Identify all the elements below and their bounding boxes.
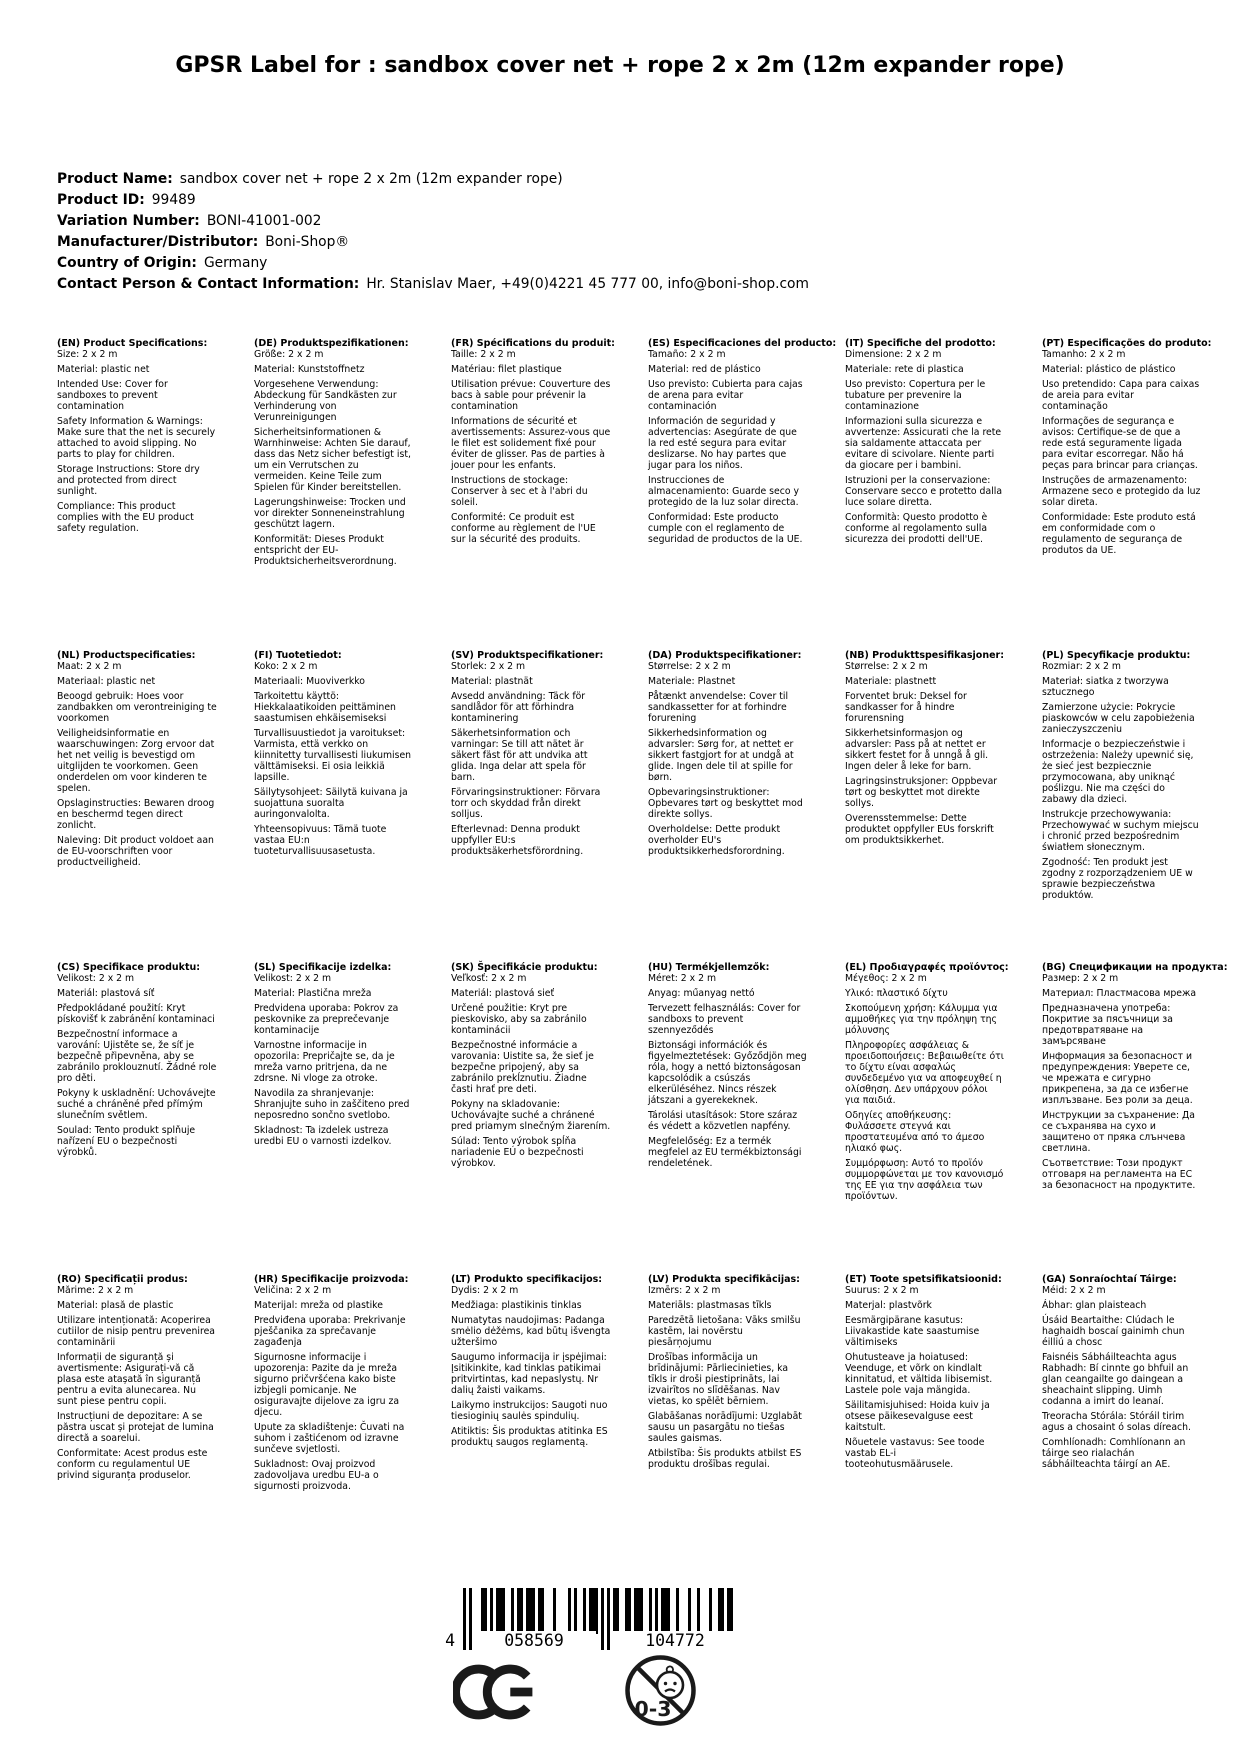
language-block-title: (SL) Specifikacije izdelka: [254, 962, 392, 973]
product-info-value: Boni-Shop® [265, 234, 350, 250]
spec-paragraph: Safety Information & Warnings: Make sure that the net is securely attached to avoid slipping. No parts to play for children. [57, 416, 216, 460]
language-spec-block [451, 962, 636, 1274]
spec-paragraph: Naleving: Dit product voldoet aan de EU-voorschriften voor productveiligheid. [57, 835, 214, 868]
language-spec-block [648, 338, 837, 650]
spec-paragraph: Sikkerhedsinformation og advarsler: Sørg for, at nettet er sikkert fastgjort for at undgå at glide. Ingen dele til at spille for børn. [648, 728, 794, 783]
language-spec-block [451, 1274, 636, 1586]
spec-paragraph: Dimensione: 2 x 2 m [845, 349, 942, 360]
spec-paragraph: Avsedd användning: Täck för sandlådor för att förhindra kontaminering [451, 691, 586, 724]
spec-paragraph: Informations de sécurité et avertissements: Assurez-vous que le filet est solidement fixé pour éviter de glisser. Pas de parties à jouer pour les enfants. [451, 416, 611, 471]
spec-paragraph: Rozmiar: 2 x 2 m [1042, 661, 1121, 672]
language-block-title: (EN) Product Specifications: [57, 338, 208, 349]
product-info-line [57, 190, 809, 211]
language-spec-block [1042, 338, 1227, 650]
spec-paragraph: Súlad: Tento výrobok spĺňa nariadenie EÚ o bezpečnosti výrobkov. [451, 1136, 584, 1169]
spec-paragraph: Vorgesehene Verwendung: Abdeckung für Sandkästen zur Verhinderung von Verunreinigungen [254, 379, 397, 423]
spec-paragraph: Méret: 2 x 2 m [648, 973, 717, 984]
spec-paragraph: Zamierzone użycie: Pokrycie piaskowców w celu zapobieżenia zanieczyszczeniu [1042, 702, 1195, 735]
language-blocks-grid [57, 338, 1227, 1586]
spec-paragraph: Určené použitie: Kryt pre pieskovisko, aby sa zabránilo kontaminácii [451, 1003, 587, 1036]
spec-paragraph: Varnostne informacije in opozorila: Prepričajte se, da je mreža varno pritrjena, da ne zdrsne. Ni vloge za otroke. [254, 1040, 395, 1084]
spec-paragraph: Conformidade: Este produto está em conformidade com o regulamento de segurança de produtos da UE. [1042, 512, 1196, 556]
spec-paragraph: Informații de siguranță și avertismente: Asigurați-vă că plasa este atașată în siguranță pentru a evita alunecarea. Nu sunt piese pentru copii. [57, 1352, 201, 1407]
spec-paragraph: Informacje o bezpieczeństwie i ostrzeżenia: Należy upewnić się, że sieć jest bezpiecznie przymocowana, aby uniknąć poślizgu. Nie ma części do zabawy dla dzieci. [1042, 739, 1194, 805]
spec-paragraph: Numatytas naudojimas: Padanga smėlio dėžėms, kad būtų išvengta užteršimo [451, 1315, 611, 1348]
language-spec-block [57, 338, 242, 650]
spec-paragraph: Sikkerhetsinformasjon og advarsler: Pass på at nettet er sikkert festet for å unngå å gli. Ingen deler å leke for barn. [845, 728, 989, 772]
spec-paragraph: Materiaal: plastic net [57, 676, 156, 687]
spec-paragraph: Tamaño: 2 x 2 m [648, 349, 726, 360]
spec-paragraph: Skladnost: Ta izdelek ustreza uredbi EU o varnosti izdelkov. [254, 1125, 392, 1147]
spec-paragraph: Lagringsinstruksjoner: Oppbevar tørt og beskyttet mot direkte sollys. [845, 776, 998, 809]
spec-paragraph: Nõuetele vastavus: See toode vastab EL-i tooteohutusmäärusele. [845, 1437, 985, 1470]
spec-paragraph: Størrelse: 2 x 2 m [845, 661, 928, 672]
spec-paragraph: Velikost: 2 x 2 m [57, 973, 135, 984]
spec-paragraph: Storlek: 2 x 2 m [451, 661, 526, 672]
spec-paragraph: Lagerungshinweise: Trocken und vor direkter Sonneneinstrahlung geschützt lagern. [254, 497, 406, 530]
product-info-label: Product ID: [57, 192, 145, 208]
spec-paragraph: Taille: 2 x 2 m [451, 349, 516, 360]
spec-paragraph: Soulad: Tento produkt splňuje nařízení EU o bezpečnosti výrobků. [57, 1125, 196, 1158]
spec-paragraph: Material: plasă de plastic [57, 1300, 174, 1311]
spec-paragraph: Instruções de armazenamento: Armazene seco e protegido da luz solar direta. [1042, 475, 1201, 508]
spec-paragraph: Conformitate: Acest produs este conform cu regulamentul UE privind siguranța produselor. [57, 1448, 208, 1481]
spec-paragraph: Pokyny na skladovanie: Uchovávajte suché a chránené pred priamym slnečným žiarením. [451, 1099, 611, 1132]
spec-paragraph: Tervezett felhasználás: Cover for sandboxs to prevent szennyeződés [648, 1003, 801, 1036]
spec-paragraph: Påtænkt anvendelse: Cover til sandkassetter for at forhindre forurening [648, 691, 789, 724]
spec-paragraph: Treoracha Stórála: Stóráil tirim agus a chosaint ó solas díreach. [1042, 1411, 1191, 1433]
product-info-label: Contact Person & Contact Information: [57, 276, 360, 292]
spec-paragraph: Informações de segurança e avisos: Certifique-se de que a rede está seguramente ligada para evitar escorregar. Não há peças para brincar para crianças. [1042, 416, 1198, 471]
spec-paragraph: Materiale: plastnett [845, 676, 937, 687]
language-block-title: (HR) Specifikacije proizvoda: [254, 1274, 409, 1285]
spec-paragraph: Biztonsági információk és figyelmeztetések: Győződjön meg róla, hogy a nettó biztonságosan kapcsolódik a csúszás elkerüléséhez. Nincs részek játszani a gyerekeknek. [648, 1040, 807, 1106]
spec-paragraph: Materiál: plastová sieť [451, 988, 555, 999]
product-info-value: 99489 [151, 192, 196, 208]
spec-paragraph: Größe: 2 x 2 m [254, 349, 324, 360]
product-info-line [57, 169, 809, 190]
language-block-title: (RO) Specificații produs: [57, 1274, 188, 1285]
language-spec-block [57, 650, 242, 962]
spec-paragraph: Tarkoitettu käyttö: Hiekkalaatikoiden peittäminen saastumisen ehkäisemiseksi [254, 691, 396, 724]
spec-paragraph: Paredzētā lietošana: Vāks smilšu kastēm, lai novērstu piesārņojumu [648, 1315, 801, 1348]
spec-paragraph: Izmērs: 2 x 2 m [648, 1285, 721, 1296]
spec-paragraph: Opbevaringsinstruktioner: Opbevares tørt og beskyttet mod direkte sollys. [648, 787, 803, 820]
language-block-title: (SK) Špecifikácie produktu: [451, 962, 598, 973]
spec-paragraph: Conformidad: Este producto cumple con el reglamento de seguridad de productos de la UE. [648, 512, 803, 545]
spec-paragraph: Instrucțiuni de depozitare: A se păstra uscat și protejat de lumina directă a soarelui. [57, 1411, 214, 1444]
language-spec-block [254, 650, 439, 962]
language-block-title: (DA) Produktspecifikationer: [648, 650, 802, 661]
spec-paragraph: Forventet bruk: Deksel for sandkasser for å hindre forurensning [845, 691, 967, 724]
spec-paragraph: Material: plastnät [451, 676, 533, 687]
language-block-title: (ES) Especificaciones del producto: [648, 338, 837, 349]
language-spec-block [845, 962, 1030, 1274]
product-info-line [57, 274, 809, 295]
product-info-value: Germany [203, 255, 268, 271]
spec-paragraph: Veiligheidsinformatie en waarschuwingen: Zorg ervoor dat het net veilig is bevestigd om uitglijden te voorkomen. Geen onderdelen om voor kinderen te spelen. [57, 728, 215, 794]
spec-paragraph: Ábhar: glan plaisteach [1042, 1300, 1147, 1311]
spec-paragraph: Utilisation prévue: Couverture des bacs à sable pour prévenir la contamination [451, 379, 611, 412]
language-spec-block [254, 1274, 439, 1586]
spec-paragraph: Material: plástico de plástico [1042, 364, 1176, 375]
spec-paragraph: Laikymo instrukcijos: Saugoti nuo tiesioginių saulės spindulių. [451, 1400, 608, 1422]
spec-paragraph: Konformität: Dieses Produkt entspricht der EU-Produktsicherheitsverordnung. [254, 534, 397, 567]
spec-paragraph: Navodila za shranjevanje: Shranjujte suho in zaščiteno pred neposredno sončno svetlobo. [254, 1088, 410, 1121]
baby-face-icon [657, 1672, 683, 1698]
spec-paragraph: Material: plastic net [57, 364, 150, 375]
spec-paragraph: Bezpečnostní informace a varování: Ujistěte se, že síť je bezpečně připevněna, aby se zabránilo proklouznutí. Žádné role pro děti. [57, 1029, 217, 1084]
language-block-title: (EL) Προδιαγραφές προϊόντος: [845, 962, 1009, 973]
language-block-title: (PL) Specyfikacje produktu: [1042, 650, 1191, 661]
spec-paragraph: Méid: 2 x 2 m [1042, 1285, 1106, 1296]
language-block-title: (ET) Toote spetsifikatsioonid: [845, 1274, 1002, 1285]
spec-paragraph: Material: Kunststoffnetz [254, 364, 365, 375]
language-block-title: (FI) Tuotetiedot: [254, 650, 342, 661]
ce-mark-icon [453, 1664, 539, 1720]
spec-paragraph: Anyag: műanyag nettó [648, 988, 755, 999]
spec-paragraph: Πληροφορίες ασφάλειας & προειδοποιήσεις: Βεβαιωθείτε ότι το δίχτυ είναι ασφαλώς συνδεδεμένο για να αποφευχθεί η ολίσθηση. Δεν υπάρχουν ρόλοι για παιδιά. [845, 1040, 1004, 1106]
language-block-title: (GA) Sonraíochtaí Táirge: [1042, 1274, 1177, 1285]
language-spec-block [57, 1274, 242, 1586]
spec-paragraph: Uso previsto: Copertura per le tubature per prevenire la contaminazione [845, 379, 986, 412]
spec-paragraph: Efterlevnad: Denna produkt uppfyller EU:s produktsäkerhetsförordning. [451, 824, 584, 857]
spec-paragraph: Zgodność: Ten produkt jest zgodny z rozporządzeniem UE w sprawie bezpieczeństwa produktów. [1042, 857, 1193, 901]
spec-paragraph: Suurus: 2 x 2 m [845, 1285, 919, 1296]
spec-paragraph: Størrelse: 2 x 2 m [648, 661, 731, 672]
spec-paragraph: Instrucciones de almacenamiento: Guarde seco y protegido de la luz solar directa. [648, 475, 799, 508]
spec-paragraph: Materjal: plastvõrk [845, 1300, 932, 1311]
language-spec-block [254, 338, 439, 650]
spec-paragraph: Bezpečnostné informácie a varovania: Uistite sa, že sieť je bezpečne pripojený, aby sa zabránilo prekĺznutiu. Žiadne časti hrať pre deti. [451, 1040, 594, 1095]
spec-paragraph: Materiale: Plastnet [648, 676, 736, 687]
spec-paragraph: Overholdelse: Dette produkt overholder EU's produktsikkerhedsforordning. [648, 824, 785, 857]
language-spec-block [845, 650, 1030, 962]
language-spec-block [451, 338, 636, 650]
language-block-title: (FR) Spécifications du produit: [451, 338, 615, 349]
language-spec-block [1042, 650, 1227, 962]
language-block-title: (CS) Specifikace produktu: [57, 962, 201, 973]
product-info-section [57, 169, 809, 295]
product-info-line [57, 253, 809, 274]
spec-paragraph: Maat: 2 x 2 m [57, 661, 122, 672]
spec-paragraph: Upute za skladištenje: Čuvati na suhom i zaštićenom od izravne sunčeve svjetlosti. [254, 1422, 405, 1455]
spec-paragraph: Veličina: 2 x 2 m [254, 1285, 332, 1296]
product-info-label: Product Name: [57, 171, 173, 187]
spec-paragraph: Intended Use: Cover for sandboxes to prevent contamination [57, 379, 168, 412]
spec-paragraph: Ohutusteave ja hoiatused: Veenduge, et võrk on kindlalt kinnitatud, et vältida libisemist. Lastele pole vaja mängida. [845, 1352, 993, 1396]
language-spec-block [845, 338, 1030, 650]
language-spec-block [1042, 1274, 1227, 1586]
language-block-title: (SV) Produktspecifikationer: [451, 650, 604, 661]
spec-paragraph: Veľkosť: 2 x 2 m [451, 973, 527, 984]
spec-paragraph: Sicherheitsinformationen & Warnhinweise: Achten Sie darauf, dass das Netz sicher befestigt ist, um ein Verrutschen zu vermeiden. Keine Teile zum Spielen für Kinder bereitstellen. [254, 427, 411, 493]
spec-paragraph: Velikost: 2 x 2 m [254, 973, 332, 984]
product-info-line [57, 232, 809, 253]
spec-paragraph: Tamanho: 2 x 2 m [1042, 349, 1126, 360]
language-block-title: (IT) Specifiche del prodotto: [845, 338, 996, 349]
spec-paragraph: Saugumo informacija ir įspėjimai: Įsitikinkite, kad tinklas patikimai pritvirtintas, kad nepaslystų. Nr dalių žaisti vaikams. [451, 1352, 607, 1396]
spec-paragraph: Material: Plastična mreža [254, 988, 372, 999]
spec-paragraph: Matériau: filet plastique [451, 364, 562, 375]
spec-paragraph: Förvaringsinstruktioner: Förvara torr och skyddad från direkt solljus. [451, 787, 601, 820]
product-info-value: BONI-41001-002 [206, 213, 322, 229]
spec-paragraph: Uso pretendido: Capa para caixas de areia para evitar contaminação [1042, 379, 1200, 412]
spec-paragraph: Σκοπούμενη χρήση: Κάλυμμα για αμμοθήκες για την πρόληψη της μόλυνσης [845, 1003, 998, 1036]
spec-paragraph: Beoogd gebruik: Hoes voor zandbakken om verontreiniging te voorkomen [57, 691, 217, 724]
barcode-prefix-digit: 4 [425, 1631, 455, 1650]
spec-paragraph: Utilizare intenționată: Acoperirea cutiilor de nisip pentru prevenirea contaminării [57, 1315, 215, 1348]
spec-paragraph: Faisnéis Sábháilteachta agus Rabhadh: Bí cinnte go bhfuil an glan ceangailte go daingean a sheachaint slipping. Uimh codanna a imirt do leanaí. [1042, 1352, 1189, 1407]
spec-paragraph: Sukladnost: Ovaj proizvod zadovoljava uredbu EU-a o sigurnosti proizvoda. [254, 1459, 379, 1492]
spec-paragraph: Yhteensopivuus: Tämä tuote vastaa EU:n tuoteturvallisuusasetusta. [254, 824, 387, 857]
spec-paragraph: Инструкции за съхранение: Да се съхранява на сухо и защитено от пряка слънчева светлина. [1042, 1110, 1196, 1154]
age-warning-label: 0-3 [634, 1697, 672, 1721]
spec-paragraph: Материал: Пластмасова мрежа [1042, 988, 1197, 999]
spec-paragraph: Materiał: siatka z tworzywa sztucznego [1042, 676, 1169, 698]
language-spec-block [648, 650, 833, 962]
spec-paragraph: Materiál: plastová síť [57, 988, 155, 999]
spec-paragraph: Atbilstība: Šis produkts atbilst ES produktu drošības regulai. [648, 1448, 802, 1470]
spec-paragraph: Säilitamisjuhised: Hoida kuiv ja otsese päikesevalguse eest kaitstult. [845, 1400, 990, 1433]
barcode-right-digits: 104772 [613, 1631, 737, 1650]
product-info-label: Variation Number: [57, 213, 200, 229]
spec-paragraph: Materiāls: plastmasas tīkls [648, 1300, 772, 1311]
product-info-value: Hr. Stanislav Maer, +49(0)4221 45 777 00, info@boni-shop.com [366, 276, 809, 292]
language-spec-block [57, 962, 242, 1274]
product-info-line [57, 211, 809, 232]
spec-paragraph: Eesmärgipärane kasutus: Liivakastide kate saastumise vältimiseks [845, 1315, 980, 1348]
language-spec-block [1042, 962, 1227, 1274]
spec-paragraph: Materiaali: Muoviverkko [254, 676, 365, 687]
spec-paragraph: Uso previsto: Cubierta para cajas de arena para evitar contaminación [648, 379, 803, 412]
spec-paragraph: Opslaginstructies: Bewaren droog en beschermd tegen direct zonlicht. [57, 798, 215, 831]
spec-paragraph: Předpokládané použití: Kryt pískovišť k zabránění kontaminaci [57, 1003, 215, 1025]
spec-paragraph: Glabāšanas norādījumi: Uzglabāt sausu un pasargātu no tiešas saules gaismas. [648, 1411, 802, 1444]
spec-paragraph: Atitiktis: Šis produktas atitinka ES produktų saugos reglamentą. [451, 1426, 608, 1448]
spec-paragraph: Conformità: Questo prodotto è conforme al regolamento sulla sicurezza dei prodotti dell'UE. [845, 512, 988, 545]
spec-paragraph: Overensstemmelse: Dette produktet oppfyller EUs forskrift om produktsikkerhet. [845, 813, 994, 846]
language-block-title: (LV) Produkta specifikācijas: [648, 1274, 800, 1285]
spec-paragraph: Turvallisuustiedot ja varoitukset: Varmista, että verkko on kiinnitetty turvallisesti liukumisen välttämiseksi. Ei osia leikkiä lapsille. [254, 728, 412, 783]
spec-paragraph: Dydis: 2 x 2 m [451, 1285, 519, 1296]
language-spec-block [451, 650, 636, 962]
spec-paragraph: Mărime: 2 x 2 m [57, 1285, 134, 1296]
spec-paragraph: Instructions de stockage: Conserver à sec et à l'abri du soleil. [451, 475, 588, 508]
spec-paragraph: Úsáid Beartaithe: Clúdach le haghaidh boscaí gainimh chun éilliú a chosc [1042, 1315, 1185, 1348]
spec-paragraph: Συμμόρφωση: Αυτό το προϊόν συμμορφώνεται με τον κανονισμό της ΕΕ για την ασφάλεια των προϊόντων. [845, 1158, 1004, 1202]
spec-paragraph: Säilytysohjeet: Säilytä kuivana ja suojattuna suoralta auringonvalolta. [254, 787, 408, 820]
spec-paragraph: Medžiaga: plastikinis tinklas [451, 1300, 582, 1311]
spec-paragraph: Material: red de plástico [648, 364, 761, 375]
spec-paragraph: Conformité: Ce produit est conforme au règlement de l'UE sur la sécurité des produits. [451, 512, 596, 545]
spec-paragraph: Съответствие: Този продукт отговаря на регламента на ЕС за безопасност на продуктите. [1042, 1158, 1196, 1191]
spec-paragraph: Comhlíonadh: Comhlíonann an táirge seo rialachán sábháilteachta táirgí an AE. [1042, 1437, 1186, 1470]
spec-paragraph: Sigurnosne informacije i upozorenja: Pazite da je mreža sigurno pričvršćena kako biste izbjegli pomicanje. Ne osiguravajte dijelove za igru za djecu. [254, 1352, 400, 1418]
spec-paragraph: Информация за безопасност и предупреждения: Уверете се, че мрежата е сигурно прикрепена, за да се избегне изплъзване. Без роли за деца. [1042, 1051, 1193, 1106]
language-spec-block [845, 1274, 1030, 1586]
spec-paragraph: Información de seguridad y advertencias: Asegúrate de que la red esté segura para evitar deslizarse. No hay partes que jugar para los niños. [648, 416, 797, 471]
language-block-title: (NB) Produkttspesifikasjoner: [845, 650, 1005, 661]
language-spec-block [648, 962, 833, 1274]
spec-paragraph: Μέγεθος: 2 x 2 m [845, 973, 927, 984]
spec-paragraph: Informazioni sulla sicurezza e avvertenze: Assicurati che la rete sia saldamente attaccata per evitare di scivolare. Niente parti da giocare per i bambini. [845, 416, 1002, 471]
page-title: GPSR Label for : sandbox cover net + rope 2 x 2m (12m expander rope) [175, 53, 1065, 78]
spec-paragraph: Predviđena uporaba: Prekrivanje pješčanika za sprečavanje zagađenja [254, 1315, 406, 1348]
spec-paragraph: Storage Instructions: Store dry and protected from direct sunlight. [57, 464, 200, 497]
language-block-title: (BG) Спецификации на продукта: [1042, 962, 1228, 973]
spec-paragraph: Οδηγίες αποθήκευσης: Φυλάσσετε στεγνά και προστατευμένα από το άμεσο ηλιακό φως. [845, 1110, 985, 1154]
spec-paragraph: Materijal: mreža od plastike [254, 1300, 383, 1311]
spec-paragraph: Предназначена употреба: Покритие за пясъчници за предотвратяване на замърсяване [1042, 1003, 1173, 1047]
spec-paragraph: Megfelelőség: Ez a termék megfelel az EU termékbiztonsági rendeletének. [648, 1136, 802, 1169]
product-info-value: sandbox cover net + rope 2 x 2m (12m expander rope) [179, 171, 563, 187]
spec-paragraph: Size: 2 x 2 m [57, 349, 118, 360]
spec-paragraph: Размер: 2 x 2 m [1042, 973, 1119, 984]
spec-paragraph: Υλικό: πλαστικό δίχτυ [845, 988, 948, 999]
spec-paragraph: Tárolási utasítások: Store száraz és védett a közvetlen napfény. [648, 1110, 798, 1132]
language-block-title: (NL) Productspecificaties: [57, 650, 196, 661]
spec-paragraph: Instrukcje przechowywania: Przechowywać w suchym miejscu i chronić przed bezpośrednim światłem słonecznym. [1042, 809, 1199, 853]
spec-paragraph: Drošības informācija un brīdinājumi: Pārliecinieties, ka tīkls ir droši piestiprināts, lai izvairītos no slīdēšanas. Nav vietas, ko spēlēt bērniem. [648, 1352, 789, 1407]
language-spec-block [648, 1274, 833, 1586]
product-info-label: Country of Origin: [57, 255, 197, 271]
barcode-left-digits: 058569 [472, 1631, 596, 1650]
language-spec-block [254, 962, 439, 1274]
spec-paragraph: Istruzioni per la conservazione: Conservare secco e protetto dalla luce solare diretta. [845, 475, 1003, 508]
product-info-label: Manufacturer/Distributor: [57, 234, 259, 250]
spec-paragraph: Predvidena uporaba: Pokrov za peskovnike za preprečevanje kontaminacije [254, 1003, 399, 1036]
language-block-title: (HU) Termékjellemzők: [648, 962, 770, 973]
language-block-title: (PT) Especificações do produto: [1042, 338, 1212, 349]
spec-paragraph: Compliance: This product complies with the EU product safety regulation. [57, 501, 194, 534]
spec-paragraph: Koko: 2 x 2 m [254, 661, 318, 672]
language-block-title: (LT) Produkto specifikacijos: [451, 1274, 603, 1285]
spec-paragraph: Pokyny k uskladnění: Uchovávejte suché a chráněné před přímým slunečním světlem. [57, 1088, 216, 1121]
spec-paragraph: Säkerhetsinformation och varningar: Se till att nätet är säkert fäst för att undvika att glida. Inga delar att spela för barn. [451, 728, 588, 783]
age-warning-0-3-icon [624, 1654, 697, 1727]
spec-paragraph: Materiale: rete di plastica [845, 364, 964, 375]
language-block-title: (DE) Produktspezifikationen: [254, 338, 409, 349]
